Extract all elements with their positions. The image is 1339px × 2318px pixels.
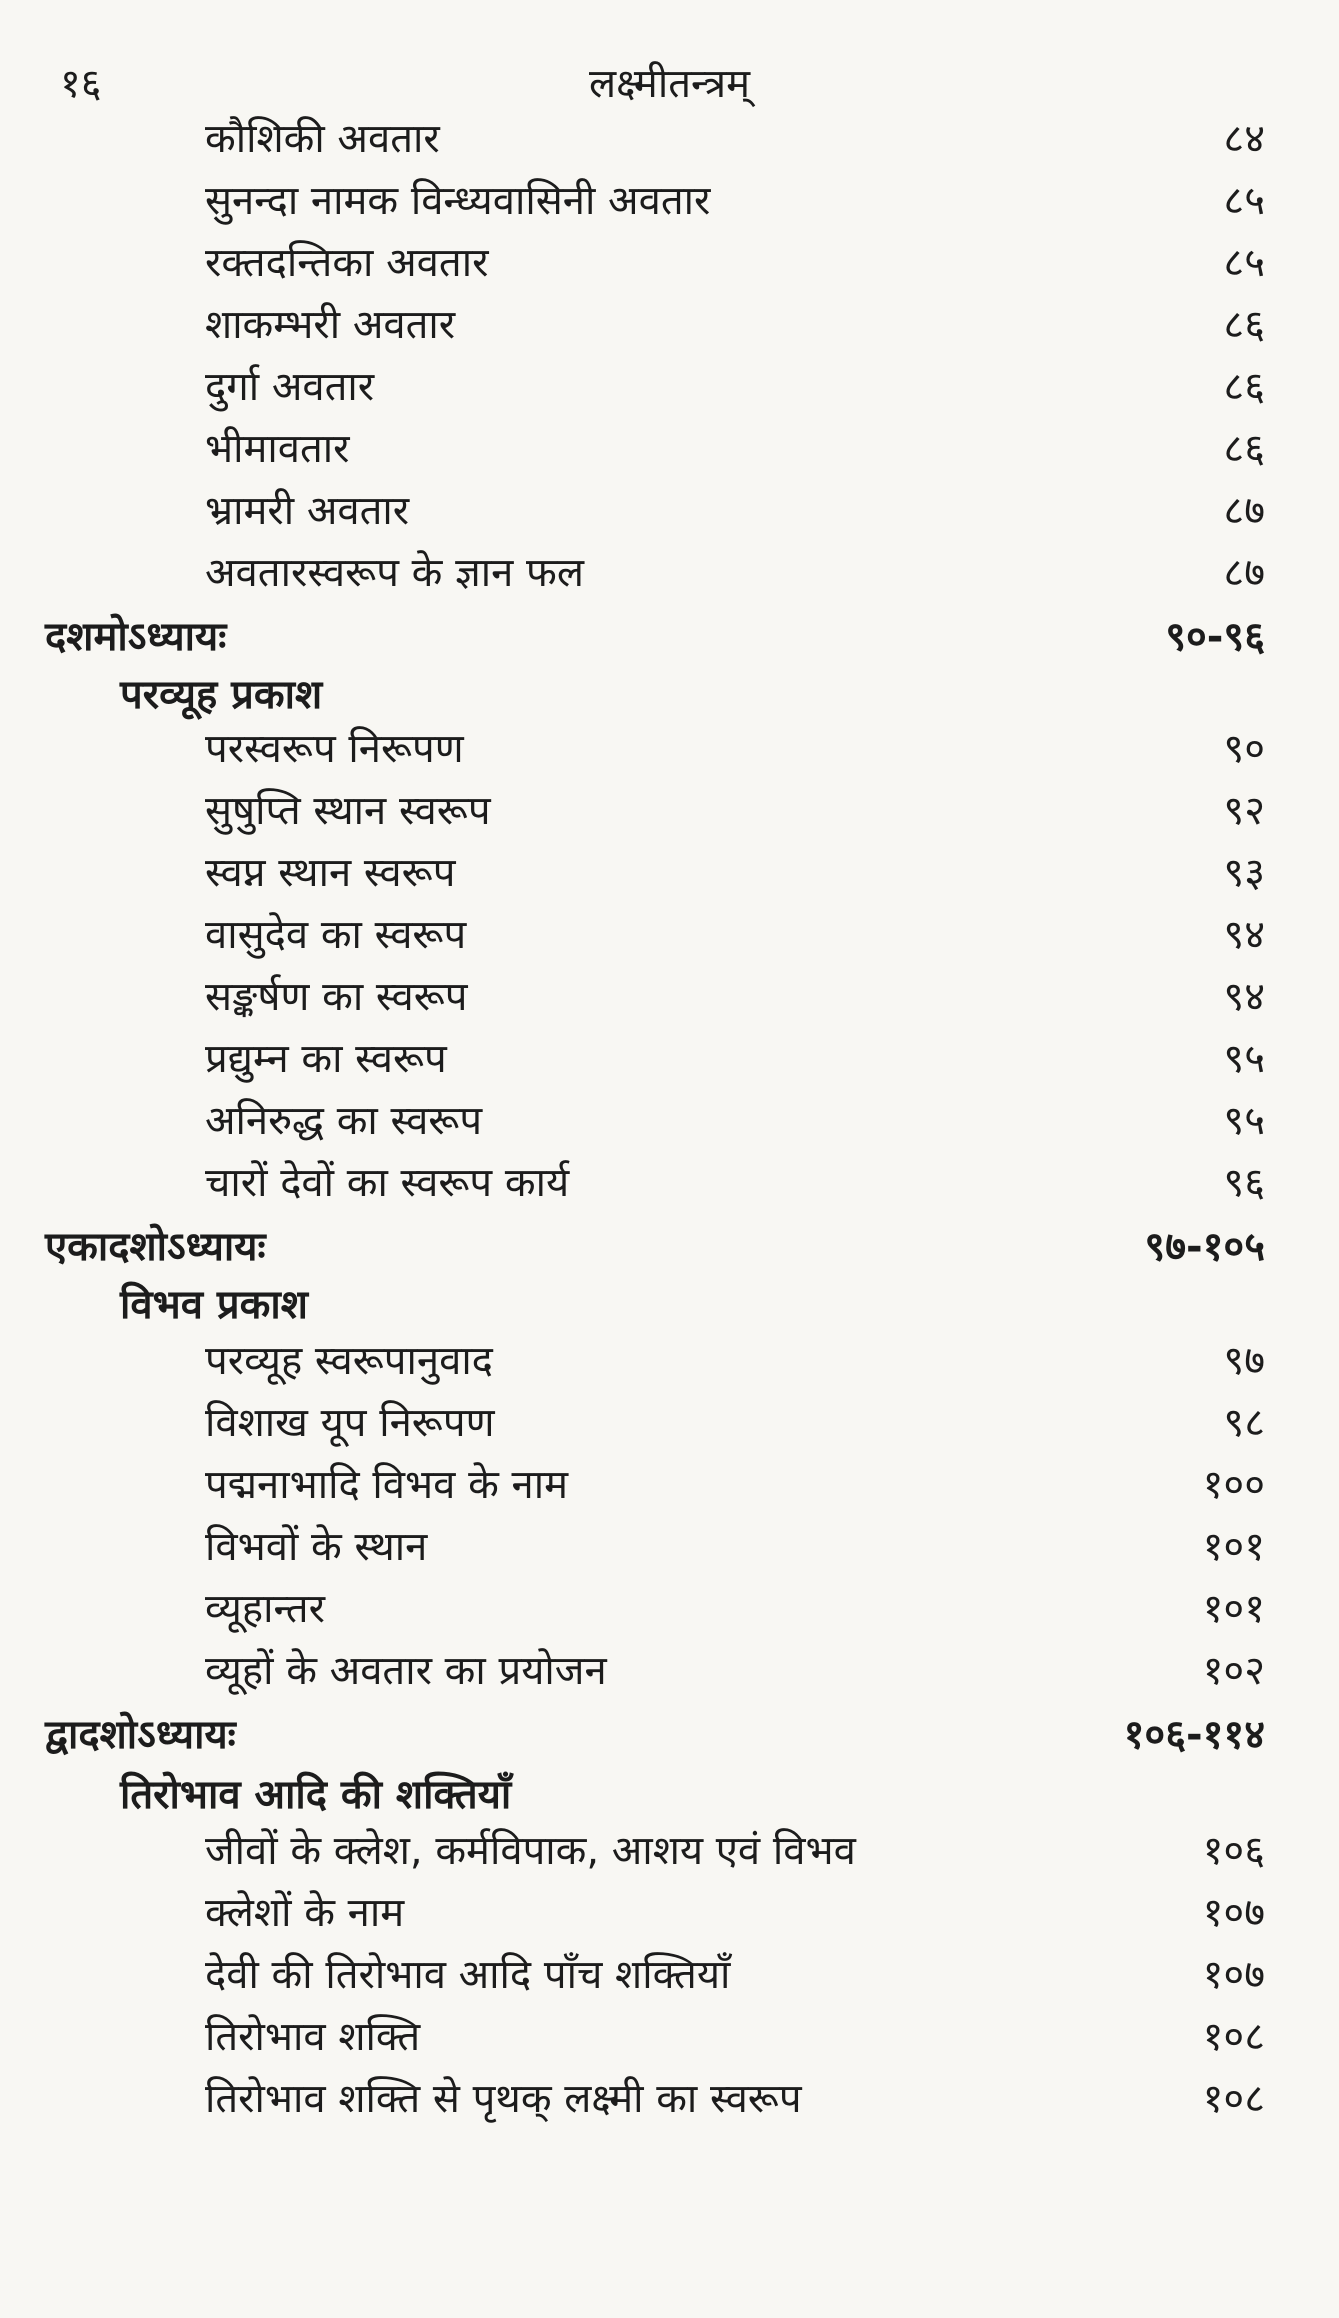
toc-entry bbox=[205, 1330, 1265, 1392]
toc-entry-title: जीवों के क्लेश, कर्मविपाक, आशय एवं विभव bbox=[205, 1828, 856, 1874]
toc-entry-title: कौशिकी अवतार bbox=[205, 116, 440, 162]
toc-page-number: ८७ bbox=[1223, 488, 1265, 534]
toc-page-number: ८५ bbox=[1223, 240, 1265, 286]
toc-entry bbox=[205, 1090, 1265, 1152]
toc-chapter bbox=[45, 1704, 1265, 1766]
toc-section bbox=[120, 1274, 1260, 1336]
toc-page-number: ९०-९६ bbox=[1165, 614, 1265, 660]
toc-page-number: ९० bbox=[1223, 726, 1265, 772]
toc-chapter-title: द्वादशोऽध्यायः bbox=[45, 1712, 236, 1758]
toc-page-number: ८७ bbox=[1223, 550, 1265, 596]
toc-entry bbox=[205, 1882, 1265, 1944]
toc-entry bbox=[205, 418, 1265, 480]
toc-page-number: ८६ bbox=[1223, 426, 1265, 472]
page-header bbox=[0, 40, 1339, 110]
toc-page-number: १०२ bbox=[1202, 1648, 1265, 1694]
toc-entry bbox=[205, 2068, 1265, 2130]
toc-chapter-title: एकादशोऽध्यायः bbox=[45, 1224, 266, 1270]
toc-entry-title: देवी की तिरोभाव आदि पाँच शक्तियाँ bbox=[205, 1952, 731, 1998]
toc-entry-title: सुनन्दा नामक विन्ध्यवासिनी अवतार bbox=[205, 178, 711, 224]
toc-entry bbox=[205, 2006, 1265, 2068]
toc-entry-title: अवतारस्वरूप के ज्ञान फल bbox=[205, 550, 584, 596]
toc-entry-title: विभवों के स्थान bbox=[205, 1524, 428, 1570]
toc-entry bbox=[205, 1820, 1265, 1882]
toc-entry-title: परव्यूह स्वरूपानुवाद bbox=[205, 1338, 493, 1384]
toc-entry-title: व्यूहान्तर bbox=[205, 1586, 325, 1632]
toc-page-number: ९७ bbox=[1223, 1338, 1265, 1384]
toc-entry bbox=[205, 904, 1265, 966]
toc-entry bbox=[205, 1392, 1265, 1454]
toc-entry-title: विशाख यूप निरूपण bbox=[205, 1400, 495, 1446]
toc-entry-title: सुषुप्ति स्थान स्वरूप bbox=[205, 788, 491, 834]
toc-entry bbox=[205, 1454, 1265, 1516]
toc-entry bbox=[205, 1152, 1265, 1214]
toc-entry-title: वासुदेव का स्वरूप bbox=[205, 912, 467, 958]
toc-chapter bbox=[45, 606, 1265, 668]
toc-page-number: ८६ bbox=[1223, 364, 1265, 410]
toc-entry-title: प्रद्युम्न का स्वरूप bbox=[205, 1036, 447, 1082]
toc-entry bbox=[205, 294, 1265, 356]
toc-entry bbox=[205, 1944, 1265, 2006]
toc-section bbox=[120, 1764, 1260, 1826]
toc-entry-title: चारों देवों का स्वरूप कार्य bbox=[205, 1160, 570, 1206]
toc-chapter-title: दशमोऽध्यायः bbox=[45, 614, 227, 660]
toc-page-number: ९३ bbox=[1223, 850, 1265, 896]
toc-page-number: १०८ bbox=[1202, 2014, 1265, 2060]
toc-entry bbox=[205, 718, 1265, 780]
toc-page-number: ९४ bbox=[1223, 974, 1265, 1020]
toc-page-number: ९५ bbox=[1223, 1098, 1265, 1144]
running-title: लक्ष्मीतन्त्रम् bbox=[589, 61, 750, 107]
toc-section-title: परव्यूह प्रकाश bbox=[120, 672, 323, 718]
toc-page-number: १०० bbox=[1202, 1462, 1265, 1508]
toc-section-title: तिरोभाव आदि की शक्तियाँ bbox=[120, 1772, 512, 1818]
toc-entry-title: स्वप्न स्थान स्वरूप bbox=[205, 850, 456, 896]
toc-entry bbox=[205, 780, 1265, 842]
toc-entry-title: रक्तदन्तिका अवतार bbox=[205, 240, 489, 286]
toc-entry-title: दुर्गा अवतार bbox=[205, 364, 375, 410]
toc-entry-title: अनिरुद्ध का स्वरूप bbox=[205, 1098, 483, 1144]
toc-page-number: ९८ bbox=[1223, 1400, 1265, 1446]
toc-entry-title: व्यूहों के अवतार का प्रयोजन bbox=[205, 1648, 607, 1694]
toc-page-number: १०७ bbox=[1202, 1890, 1265, 1936]
toc-page-number: ८५ bbox=[1223, 178, 1265, 224]
toc-entry-title: परस्वरूप निरूपण bbox=[205, 726, 464, 772]
toc-entry bbox=[205, 480, 1265, 542]
toc-entry-title: भीमावतार bbox=[205, 426, 350, 472]
toc-section-title: विभव प्रकाश bbox=[120, 1282, 308, 1328]
toc-entry bbox=[205, 108, 1265, 170]
toc-page-number: ९५ bbox=[1223, 1036, 1265, 1082]
toc-page-number: ९६ bbox=[1223, 1160, 1265, 1206]
toc-page-number: ९७-१०५ bbox=[1144, 1224, 1265, 1270]
toc-entry bbox=[205, 966, 1265, 1028]
toc-entry bbox=[205, 1578, 1265, 1640]
toc-page-number: १०७ bbox=[1202, 1952, 1265, 1998]
toc-entry-title: शाकम्भरी अवतार bbox=[205, 302, 456, 348]
toc-page-number: ८४ bbox=[1223, 116, 1265, 162]
toc-entry-title: सङ्कर्षण का स्वरूप bbox=[205, 974, 468, 1020]
toc-page-number: १०६ bbox=[1202, 1828, 1265, 1874]
toc-page-number: ८६ bbox=[1223, 302, 1265, 348]
toc-entry bbox=[205, 170, 1265, 232]
toc-entry bbox=[205, 842, 1265, 904]
toc-page-number: १०१ bbox=[1202, 1524, 1265, 1570]
toc-entry bbox=[205, 1516, 1265, 1578]
toc-entry bbox=[205, 542, 1265, 604]
toc-entry bbox=[205, 1028, 1265, 1090]
page-number: १६ bbox=[60, 61, 102, 107]
toc-page-number: ९४ bbox=[1223, 912, 1265, 958]
toc-page-number: १०८ bbox=[1202, 2076, 1265, 2122]
toc-entry-title: क्लेशों के नाम bbox=[205, 1890, 405, 1936]
toc-entry-title: भ्रामरी अवतार bbox=[205, 488, 410, 534]
toc-page-number: १०१ bbox=[1202, 1586, 1265, 1632]
toc-entry-title: तिरोभाव शक्ति से पृथक् लक्ष्मी का स्वरूप bbox=[205, 2076, 802, 2122]
toc-page-number: ९२ bbox=[1223, 788, 1265, 834]
toc-entry bbox=[205, 232, 1265, 294]
toc-chapter bbox=[45, 1216, 1265, 1278]
toc-entry-title: तिरोभाव शक्ति bbox=[205, 2014, 421, 2060]
toc-entry-title: पद्मनाभादि विभव के नाम bbox=[205, 1462, 568, 1508]
toc-page-number: १०६-११४ bbox=[1123, 1712, 1265, 1758]
toc-entry bbox=[205, 1640, 1265, 1702]
toc-entry bbox=[205, 356, 1265, 418]
toc-section bbox=[120, 664, 1260, 726]
